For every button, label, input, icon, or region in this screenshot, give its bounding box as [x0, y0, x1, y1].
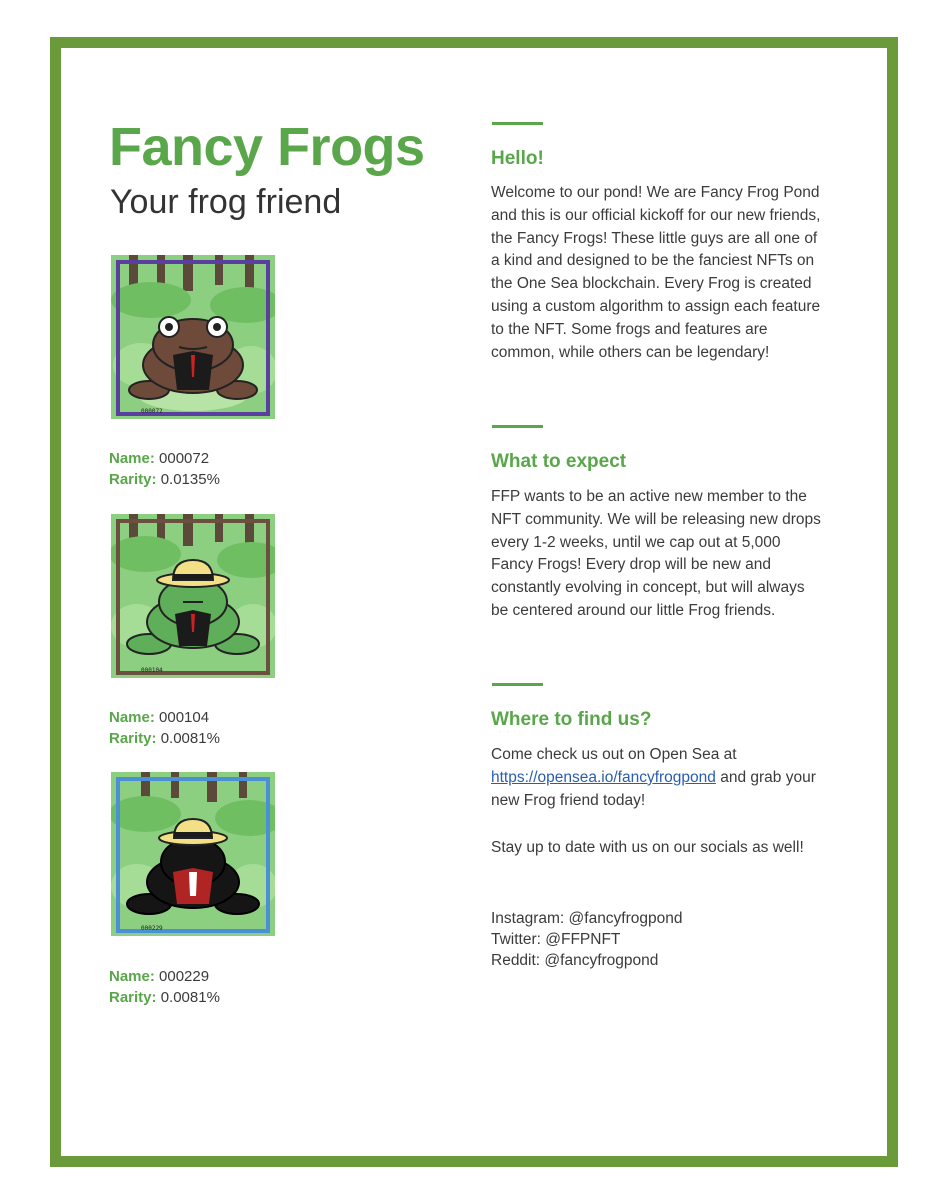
frog-caption-000104 [109, 707, 220, 749]
frog-rarity: 0.0081% [160, 730, 220, 747]
frog-image-000104 [111, 514, 275, 678]
find-body-text-end: and grab your new Frog friend today! [491, 768, 816, 809]
hello-heading: Hello! [491, 148, 544, 169]
svg-text:000104: 000104 [141, 667, 163, 674]
hello-body: Welcome to our pond! We are Fancy Frog Pond and this is our official kickoff for our new friends, the Fancy Frogs! These little guys are all one of a kind and designed to be the fanciest NFTs on the One Sea blockchain. Every Frog is created using a custom algorithm to assign each feature to the NFT. Some frogs and features are common, while others can be legendary! [491, 184, 821, 361]
name-label: Name: [109, 968, 155, 985]
stay-updated-text: Stay up to date with us on our socials as well! [491, 839, 804, 856]
social-handles [491, 908, 683, 971]
section-divider [492, 122, 543, 125]
frog-image-000229 [111, 772, 275, 936]
frog-rarity: 0.0135% [160, 471, 220, 488]
section-divider [492, 425, 543, 428]
frog-rarity: 0.0081% [160, 989, 220, 1006]
name-label: Name: [109, 450, 155, 467]
frog-caption-000072 [109, 448, 220, 490]
section-divider [492, 683, 543, 686]
frog-image-000072 [111, 255, 275, 419]
instagram-handle: Instagram: @fancyfrogpond [491, 910, 683, 927]
twitter-handle: Twitter: @FFPNFT [491, 931, 621, 948]
svg-text:000229: 000229 [141, 925, 163, 932]
page-subtitle: Your frog friend [110, 183, 342, 221]
rarity-label: Rarity: [109, 989, 157, 1006]
rarity-label: Rarity: [109, 471, 157, 488]
reddit-handle: Reddit: @fancyfrogpond [491, 952, 659, 969]
opensea-link[interactable]: https://opensea.io/fancyfrogpond [491, 768, 716, 786]
find-heading: Where to find us? [491, 709, 652, 730]
frog-name: 000229 [159, 968, 210, 985]
expect-body: FFP wants to be an active new member to the NFT community. We will be releasing new drops every 1-2 weeks, until we cap out at 5,000 Fancy Frogs! Every drop will be new and constantly evolving in concept, but will always be centered around our little Frog friends. [491, 488, 821, 619]
rarity-label: Rarity: [109, 730, 157, 747]
frog-name: 000072 [159, 450, 210, 467]
find-body-text: Come check us out on Open Sea at [491, 746, 737, 763]
find-body [491, 744, 826, 812]
svg-text:000072: 000072 [141, 408, 163, 415]
page-title: Fancy Frogs [109, 117, 425, 177]
expect-heading: What to expect [491, 451, 627, 472]
name-label: Name: [109, 709, 155, 726]
frog-name: 000104 [159, 709, 210, 726]
frog-caption-000229 [109, 966, 220, 1008]
